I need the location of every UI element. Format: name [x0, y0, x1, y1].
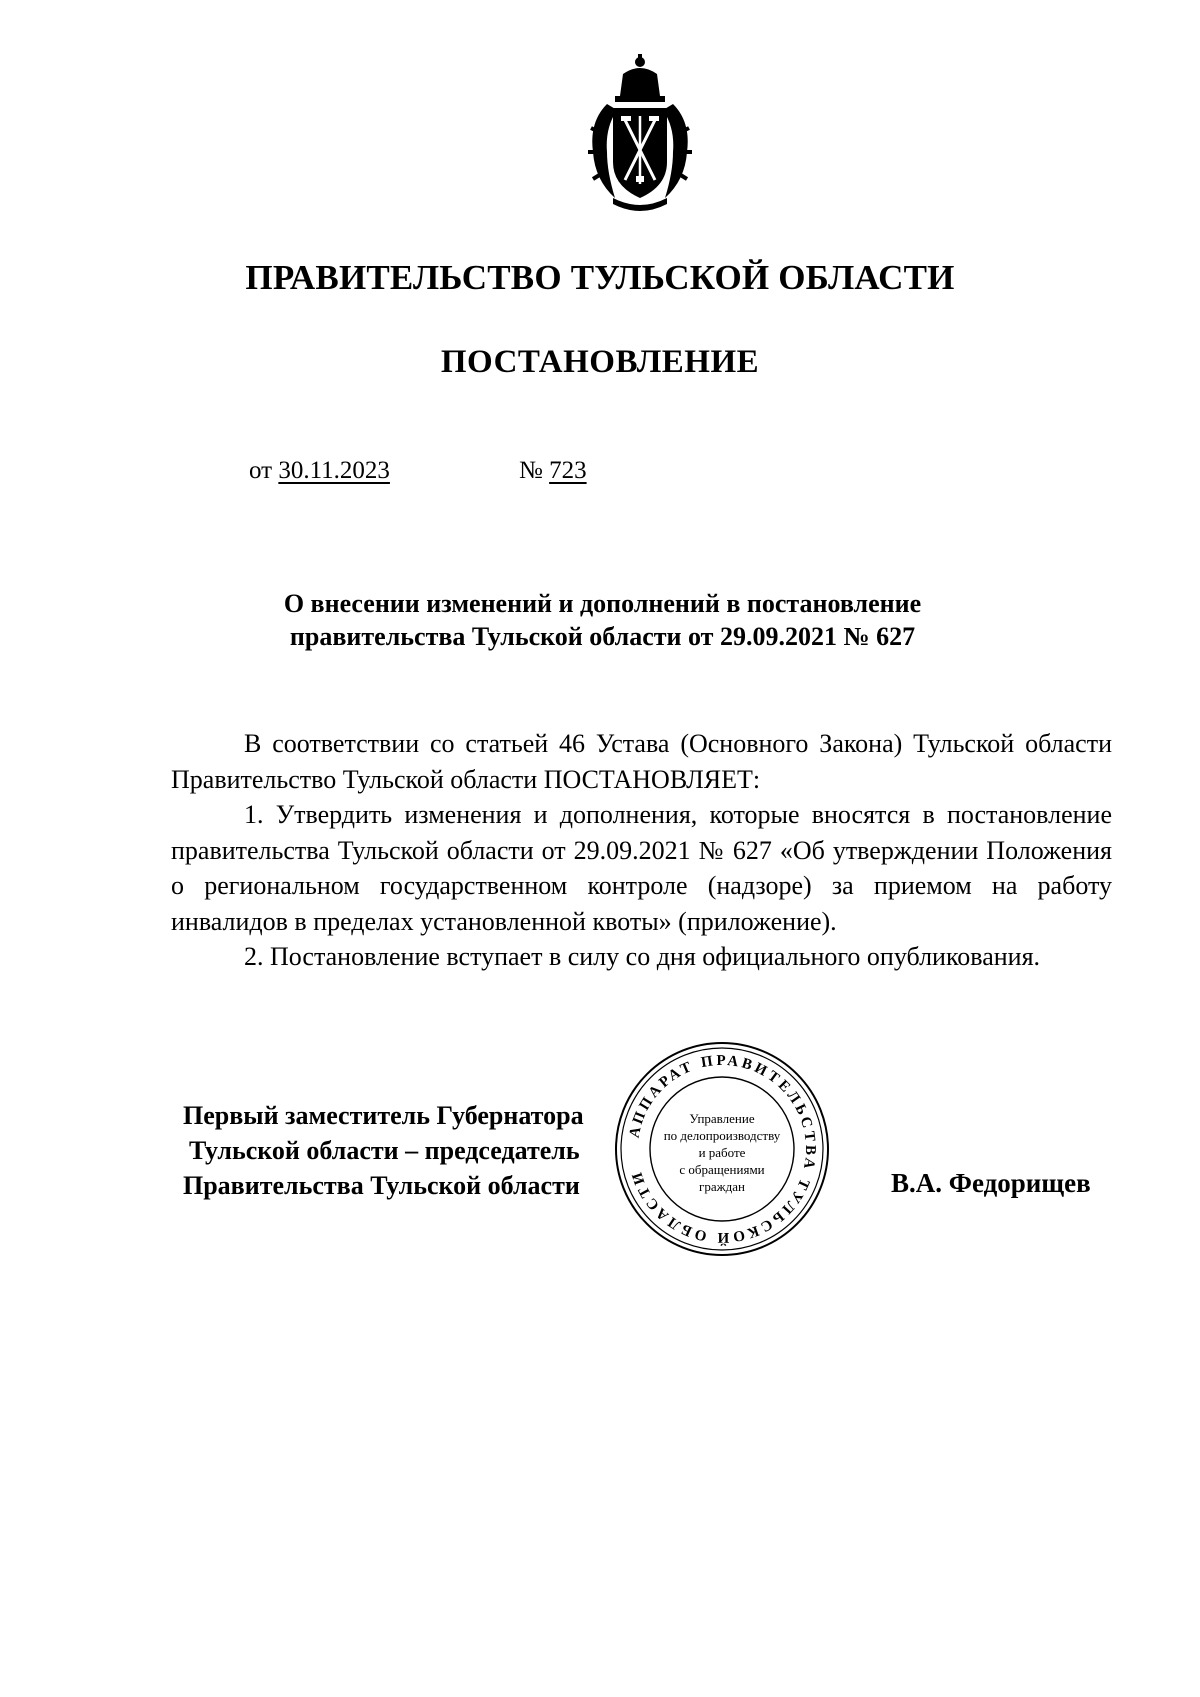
- date-value: 30.11.2023: [278, 457, 390, 484]
- tula-coat-of-arms-icon: [585, 52, 695, 212]
- number-prefix: №: [519, 457, 543, 484]
- svg-text:АППАРАТ ПРАВИТЕЛЬСТВА ТУЛЬСКОЙ: АППАРАТ ПРАВИТЕЛЬСТВА ТУЛЬСКОЙ ОБЛАСТИ: [626, 1052, 819, 1246]
- signer-position-line: Правительства Тульской области: [183, 1171, 580, 1200]
- body-paragraph: 1. Утвердить изменения и дополнения, которые вносятся в постановление правительства Тульской области от 29.09.2021 № 627 «Об утверждении Положения о региональном государственном контроле (надзоре) за приемом на работу инвалидов в пределах установленной квоты» (приложение).: [171, 800, 1112, 936]
- signer-name: В.А. Федорищев: [891, 1168, 1091, 1198]
- document-type: ПОСТАНОВЛЕНИЕ: [440, 344, 760, 380]
- body-paragraph: 2. Постановление вступает в силу со дня официального опубликования.: [244, 942, 1041, 971]
- official-seal: [612, 1039, 832, 1259]
- signer-position-line: Тульской области – председатель: [189, 1136, 580, 1165]
- document-body: [171, 726, 1112, 975]
- body-paragraph: В соответствии со статьей 46 Устава (Основного Закона) Тульской области Правительство Тульской области ПОСТАНОВЛЯЕТ:: [171, 729, 1112, 794]
- subject-line: правительства Тульской области от 29.09.2021 № 627: [289, 622, 916, 651]
- organization-title: ПРАВИТЕЛЬСТВО ТУЛЬСКОЙ ОБЛАСТИ: [245, 258, 955, 297]
- subject-line: О внесении изменений и дополнений в постановление: [283, 589, 922, 618]
- svg-text:граждан: граждан: [699, 1179, 745, 1194]
- number-value: 723: [549, 457, 587, 484]
- document-subject: [180, 587, 1025, 653]
- signer-position-line: Первый заместитель Губернатора: [183, 1101, 584, 1130]
- svg-text:и работе: и работе: [698, 1145, 746, 1160]
- svg-text:Управление: Управление: [689, 1111, 755, 1126]
- svg-text:по делопроизводству: по делопроизводству: [663, 1128, 781, 1143]
- date-prefix: от: [249, 457, 273, 484]
- document-date: [249, 457, 390, 485]
- document-number: [519, 457, 587, 485]
- svg-text:с обращениями: с обращениями: [679, 1162, 765, 1177]
- signature-block: [183, 1098, 584, 1203]
